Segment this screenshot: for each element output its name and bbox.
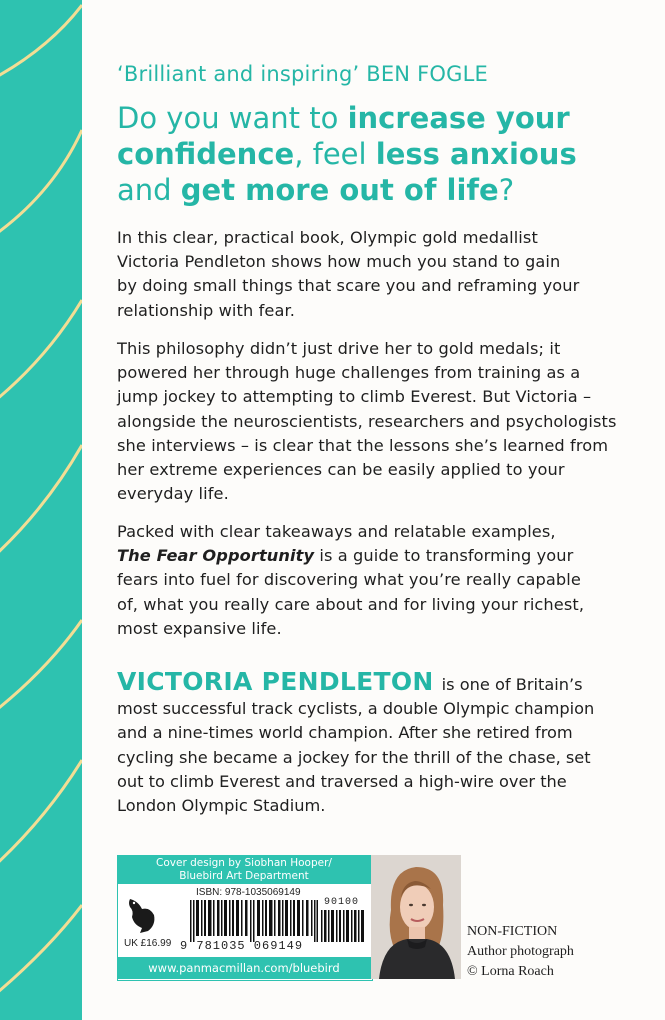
publisher-bird-logo: [124, 895, 160, 935]
blurb-paragraph-1: [117, 226, 637, 323]
isbn-label: ISBN: 978-1035069149: [196, 887, 301, 898]
text-line: is a guide to transforming your: [314, 546, 574, 566]
headline: [117, 100, 637, 208]
headline-text: and: [117, 173, 181, 207]
text-line: In this clear, practical book, Olympic gold medallist: [117, 228, 538, 247]
text-line: of, what you really care about and for living your richest,: [117, 594, 585, 614]
ean-barcode: [190, 900, 318, 942]
price-label: UK £16.99: [124, 938, 172, 949]
text-line: London Olympic Stadium.: [117, 796, 326, 816]
text-line: out to climb Everest and traversed a high-wire over the: [117, 771, 567, 791]
text-line: most expansive life.: [117, 618, 282, 638]
text-line: Victoria Pendleton shows how much you stand to gain: [117, 252, 561, 272]
text-line: jump jockey to attempting to climb Everest. But Victoria –: [117, 387, 592, 407]
text-line: and a nine-times world champion. After she retired from: [117, 723, 573, 743]
blurb-paragraph-2: [117, 337, 637, 506]
author-photo: [371, 855, 461, 979]
text-line: most successful track cyclists, a double Olympic champion: [117, 699, 595, 719]
author-bio: [117, 667, 637, 818]
category-and-photo-credit: [467, 922, 574, 982]
photo-credit-name: © Lorna Roach: [467, 964, 554, 979]
addon-barcode: [321, 910, 366, 942]
text-line: Cover design by Siobhan Hooper/: [156, 857, 332, 869]
text-line: powered her through huge challenges from training as a: [117, 363, 581, 383]
headline-text: , feel: [294, 137, 376, 171]
headline-text: ?: [498, 173, 515, 207]
author-portrait: [371, 855, 461, 979]
headline-emphasis: get more out of life: [180, 173, 499, 207]
price-addon-code: 90100: [324, 897, 360, 908]
headline-text: Do you want to: [117, 101, 348, 135]
text-line: Packed with clear takeaways and relatable examples,: [117, 522, 556, 541]
book-title: The Fear Opportunity: [117, 546, 315, 566]
author-name: VICTORIA PENDLETON: [117, 667, 434, 696]
text-line: by doing small things that scare you and reframing your: [117, 276, 580, 296]
decorative-side-strip: [0, 0, 82, 1020]
text-line: cycling she became a jockey for the thrill of the chase, set: [117, 747, 591, 767]
curved-lines-decoration: [0, 0, 82, 1020]
ean-number: 9 781035 069149: [180, 939, 304, 953]
headline-emphasis: less anxious: [375, 137, 577, 171]
cover-design-credit: [117, 855, 371, 884]
endorsement-quote: ‘Brilliant and inspiring’ BEN FOGLE: [117, 62, 488, 86]
headline-emphasis: increase your: [347, 101, 570, 135]
text-line: she interviews – is clear that the lessons she’s learned from: [117, 435, 609, 455]
text-line: everyday life.: [117, 484, 229, 504]
text-line: Bluebird Art Department: [179, 870, 309, 882]
text-line: relationship with fear.: [117, 300, 295, 320]
text-line: This philosophy didn’t just drive her to gold medals; it: [117, 339, 561, 358]
publisher-website: www.panmacmillan.com/bluebird: [117, 957, 371, 979]
category-label: NON-FICTION: [467, 924, 558, 939]
headline-emphasis: confidence: [117, 137, 295, 171]
text-line: fears into fuel for discovering what you’re really capable: [117, 570, 581, 590]
photo-credit: Author photograph: [467, 944, 574, 959]
text-line: her extreme experiences can be easily applied to your: [117, 460, 565, 480]
text-line: is one of Britain’s: [441, 675, 583, 694]
blurb-paragraph-3: [117, 520, 637, 641]
text-line: alongside the neuroscientists, researchers and psychologists: [117, 411, 617, 431]
